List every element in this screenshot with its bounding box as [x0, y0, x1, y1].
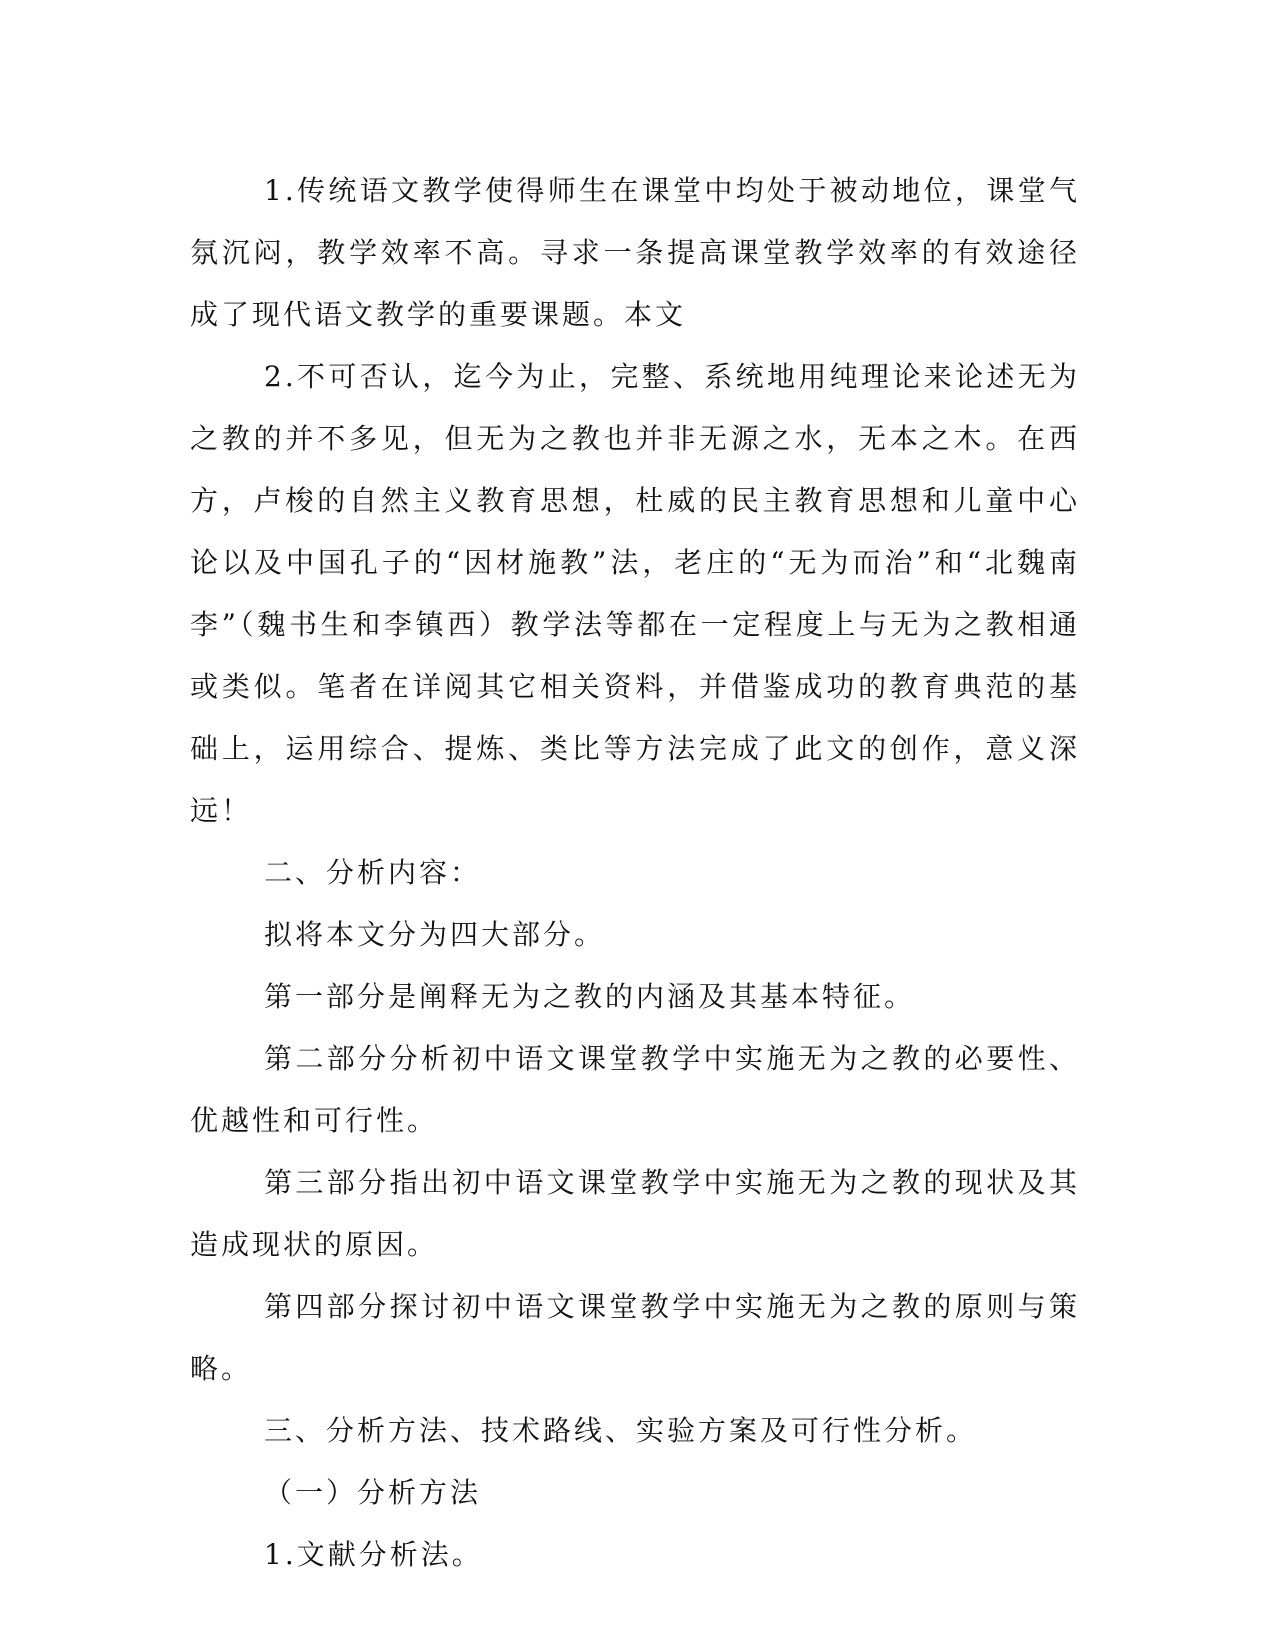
paragraph: 拟将本文分为四大部分。: [264, 918, 606, 951]
paragraph: 1.传统语文教学使得师生在课堂中均处于被动地位，课堂气氛沉闷，教学效率不高。寻求一条提高课堂教学效率的有效途径成了现代语文教学的重要课题。本文: [190, 174, 1080, 331]
paragraph: 第二部分分析初中语文课堂教学中实施无为之教的必要性、优越性和可行性。: [190, 1042, 1080, 1137]
paragraph: 第三部分指出初中语文课堂教学中实施无为之教的现状及其造成现状的原因。: [190, 1166, 1080, 1261]
document-body: [190, 160, 1080, 1586]
paragraph: 第四部分探讨初中语文课堂教学中实施无为之教的原则与策略。: [190, 1290, 1080, 1385]
section-heading: 三、分析方法、技术路线、实验方案及可行性分析。: [264, 1414, 978, 1447]
section-heading: 二、分析内容：: [264, 856, 482, 889]
subsection-heading: （一）分析方法: [264, 1476, 482, 1509]
list-item: 1.文献分析法。: [264, 1538, 483, 1571]
paragraph: 2.不可否认，迄今为止，完整、系统地用纯理论来论述无为之教的并不多见，但无为之教也并非无源之水，无本之木。在西方，卢梭的自然主义教育思想，杜威的民主教育思想和儿童中心论以及中国孔子的“因材施教”法，老庄的“无为而治”和“北魏南李”（魏书生和李镇西）教学法等都在一定程度上与无为之教相通或类似。笔者在详阅其它相关资料，并借鉴成功的教育典范的基础上，运用综合、提炼、类比等方法完成了此文的创作，意义深远！: [190, 360, 1080, 827]
paragraph: 第一部分是阐释无为之教的内涵及其基本特征。: [264, 980, 916, 1013]
